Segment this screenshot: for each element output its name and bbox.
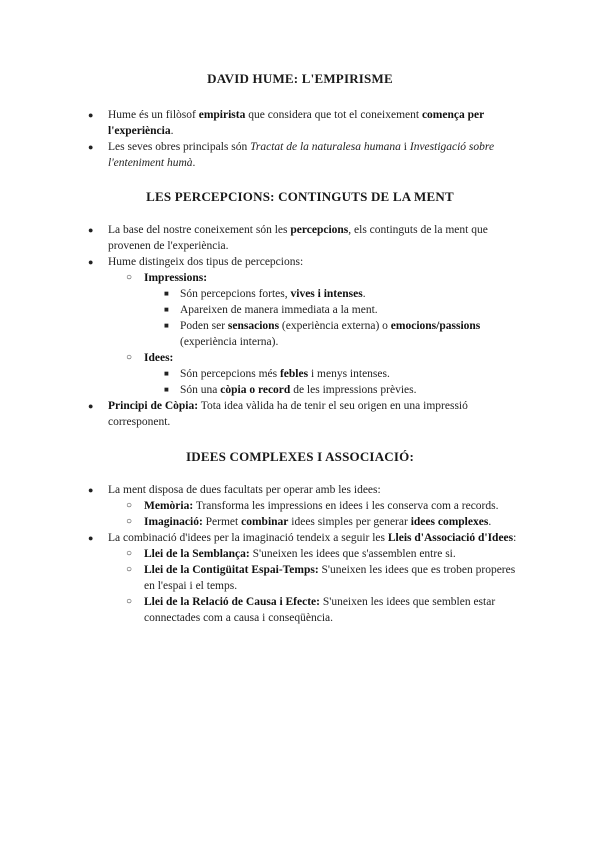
bullet-icon: ● xyxy=(88,110,94,120)
bullet-icon: ■ xyxy=(164,369,169,378)
list-item: ● La ment disposa de dues facultats per operar amb les idees: xyxy=(88,484,381,496)
section-title-empirisme: DAVID HUME: L'EMPIRISME xyxy=(207,71,393,86)
list-item: ● La base del nostre coneixement són les percepcions, els continguts de la ment que provenen de l'experiència. xyxy=(88,224,488,252)
list-subitem-idees: ○ Idees: xyxy=(126,352,174,364)
list-subsubitem: ■ Apareixen de manera immediata a la ment. xyxy=(164,304,378,316)
list-idees-complexes xyxy=(88,482,528,626)
list-subitem: ○ Memòria: Transforma les impressions en idees i les conserva com a records. xyxy=(126,500,499,512)
list-item: ● La combinació d'idees per la imaginació tendeix a seguir les Lleis d'Associació d'Idees: xyxy=(88,532,517,544)
list-subitem: ○ Imaginació: Permet combinar idees simples per generar idees complexes. xyxy=(126,516,492,528)
list-subitem: ○ Llei de la Contigüitat Espai-Temps: S'uneixen les idees que es troben properes en l'espai i el temps. xyxy=(126,564,516,592)
list-subsubitem: ■ Són percepcions més febles i menys intenses. xyxy=(164,368,390,380)
section-title-idees-complexes: IDEES COMPLEXES I ASSOCIACIÓ: xyxy=(186,449,414,464)
bullet-icon: ● xyxy=(88,225,94,235)
bullet-icon: ○ xyxy=(126,500,133,511)
list-subitem-impressions: ○ Impressions: xyxy=(126,272,208,284)
list-item: ● Principi de Còpia: Tota idea vàlida ha de tenir el seu origen en una impressió corresponent. xyxy=(88,400,468,428)
bullet-icon: ■ xyxy=(164,321,169,330)
bullet-icon: ● xyxy=(88,142,94,152)
list-subsubitem: ■ Poden ser sensacions (experiència externa) o emocions/passions (experiència interna). xyxy=(164,320,481,348)
bullet-icon: ● xyxy=(88,401,94,411)
list-subitem: ○ Llei de la Relació de Causa i Efecte: S'uneixen les idees que semblen estar connectades com a causa i conseqüència. xyxy=(126,596,496,624)
list-item: ● Hume distingeix dos tipus de percepcions: xyxy=(88,256,304,268)
bullet-icon: ○ xyxy=(126,564,133,575)
bullet-icon: ○ xyxy=(126,596,133,607)
section-title-percepcions: LES PERCEPCIONS: CONTINGUTS DE LA MENT xyxy=(146,189,454,204)
bullet-icon: ○ xyxy=(126,548,133,559)
list-empirisme xyxy=(88,107,528,171)
bullet-icon: ● xyxy=(88,485,94,495)
list-percepcions xyxy=(88,222,528,430)
list-subitem: ○ Llei de la Semblança: S'uneixen les idees que s'assemblen entre si. xyxy=(126,548,456,560)
bullet-icon: ● xyxy=(88,257,94,267)
list-item: ● Hume és un filòsof empirista que considera que tot el coneixement comença per l'experiència. xyxy=(88,109,485,137)
list-subsubitem: ■ Són percepcions fortes, vives i intenses. xyxy=(164,288,366,300)
bullet-icon: ○ xyxy=(126,516,133,527)
bullet-icon: ○ xyxy=(126,272,133,283)
bullet-icon: ■ xyxy=(164,289,169,298)
bullet-icon: ■ xyxy=(164,385,169,394)
list-item: ● Les seves obres principals són Tractat de la naturalesa humana i Investigació sobre l'enteniment humà. xyxy=(88,141,495,169)
bullet-icon: ○ xyxy=(126,352,133,363)
list-subsubitem: ■ Són una còpia o record de les impressions prèvies. xyxy=(164,384,417,396)
bullet-icon: ■ xyxy=(164,305,169,314)
bullet-icon: ● xyxy=(88,533,94,543)
